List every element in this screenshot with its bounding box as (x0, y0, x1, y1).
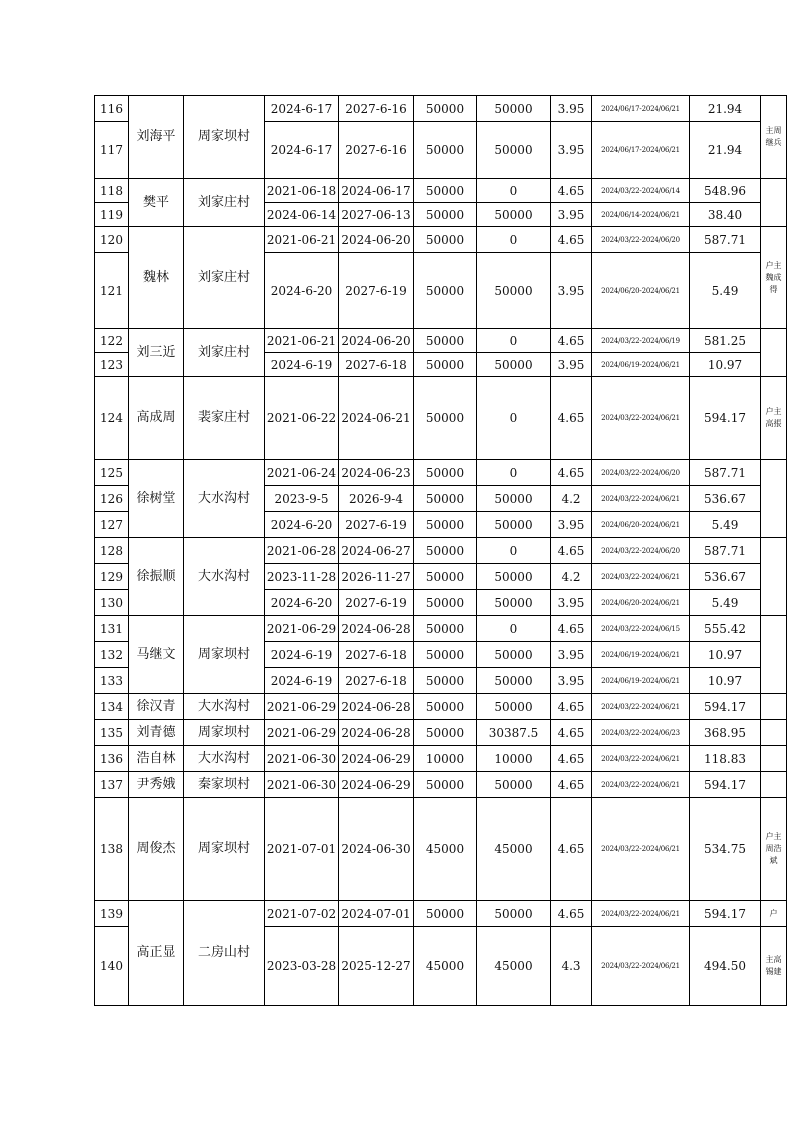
interest-amount-cell: 118.83 (690, 746, 761, 772)
table-row (95, 179, 787, 203)
balance-cell: 50000 (477, 564, 551, 590)
interest-amount-cell: 38.40 (690, 203, 761, 227)
rate-cell: 3.95 (551, 512, 592, 538)
loan-amount-cell: 50000 (414, 460, 477, 486)
loan-amount-cell: 50000 (414, 227, 477, 253)
village-cell: 周家坝村 (184, 96, 265, 179)
village-cell: 大水沟村 (184, 746, 265, 772)
end-date-cell: 2024-06-28 (339, 720, 414, 746)
row-number-cell: 123 (95, 353, 129, 377)
loan-amount-cell: 50000 (414, 538, 477, 564)
interest-amount-cell: 594.17 (690, 694, 761, 720)
end-date-cell: 2024-06-20 (339, 329, 414, 353)
end-date-cell: 2024-06-23 (339, 460, 414, 486)
interest-period-cell: 2024/06/20-2024/06/21 (592, 512, 690, 538)
loan-amount-cell: 50000 (414, 772, 477, 798)
row-number-cell: 117 (95, 122, 129, 179)
balance-cell: 10000 (477, 746, 551, 772)
end-date-cell: 2027-6-19 (339, 590, 414, 616)
interest-period-cell: 2024/03/22-2024/06/21 (592, 772, 690, 798)
row-number-cell: 134 (95, 694, 129, 720)
end-date-cell: 2024-06-27 (339, 538, 414, 564)
loan-amount-cell: 50000 (414, 694, 477, 720)
end-date-cell: 2026-11-27 (339, 564, 414, 590)
interest-amount-cell: 594.17 (690, 772, 761, 798)
rate-cell: 4.2 (551, 486, 592, 512)
interest-period-cell: 2024/03/22-2024/06/20 (592, 460, 690, 486)
remark-cell (761, 538, 787, 616)
start-date-cell: 2023-9-5 (265, 486, 339, 512)
balance-cell: 50000 (477, 353, 551, 377)
interest-amount-cell: 581.25 (690, 329, 761, 353)
loan-amount-cell: 50000 (414, 512, 477, 538)
start-date-cell: 2024-6-19 (265, 642, 339, 668)
start-date-cell: 2024-06-14 (265, 203, 339, 227)
village-cell: 刘家庄村 (184, 179, 265, 227)
table-row (95, 616, 787, 642)
end-date-cell: 2024-06-21 (339, 377, 414, 460)
start-date-cell: 2023-03-28 (265, 927, 339, 1006)
start-date-cell: 2023-11-28 (265, 564, 339, 590)
end-date-cell: 2025-12-27 (339, 927, 414, 1006)
interest-period-cell: 2024/03/22-2024/06/15 (592, 616, 690, 642)
table-row (95, 720, 787, 746)
row-number-cell: 126 (95, 486, 129, 512)
start-date-cell: 2021-06-29 (265, 616, 339, 642)
balance-cell: 0 (477, 538, 551, 564)
remark-cell: 主高锡建 (761, 927, 787, 1006)
balance-cell: 50000 (477, 642, 551, 668)
rate-cell: 4.65 (551, 798, 592, 901)
remark-cell (761, 329, 787, 377)
rate-cell: 4.65 (551, 460, 592, 486)
balance-cell: 50000 (477, 772, 551, 798)
village-cell: 刘家庄村 (184, 329, 265, 377)
row-number-cell: 135 (95, 720, 129, 746)
borrower-name-cell: 徐树堂 (129, 460, 184, 538)
borrower-name-cell: 高正显 (129, 901, 184, 1006)
rate-cell: 3.95 (551, 96, 592, 122)
rate-cell: 4.65 (551, 377, 592, 460)
loan-amount-cell: 50000 (414, 179, 477, 203)
row-number-cell: 118 (95, 179, 129, 203)
remark-cell: 户主魏成得 (761, 227, 787, 329)
remark-cell (761, 460, 787, 538)
remark-cell (761, 746, 787, 772)
remark-cell (761, 772, 787, 798)
rate-cell: 4.3 (551, 927, 592, 1006)
start-date-cell: 2021-06-28 (265, 538, 339, 564)
table-row (95, 227, 787, 253)
start-date-cell: 2021-07-01 (265, 798, 339, 901)
row-number-cell: 137 (95, 772, 129, 798)
borrower-name-cell: 刘海平 (129, 96, 184, 179)
row-number-cell: 119 (95, 203, 129, 227)
row-number-cell: 130 (95, 590, 129, 616)
rate-cell: 4.65 (551, 772, 592, 798)
table-body (95, 96, 787, 1006)
balance-cell: 50000 (477, 512, 551, 538)
end-date-cell: 2024-06-28 (339, 694, 414, 720)
interest-period-cell: 2024/03/22-2024/06/21 (592, 564, 690, 590)
rate-cell: 4.65 (551, 746, 592, 772)
interest-amount-cell: 534.75 (690, 798, 761, 901)
loan-amount-cell: 50000 (414, 720, 477, 746)
interest-period-cell: 2024/06/17-2024/06/21 (592, 96, 690, 122)
row-number-cell: 125 (95, 460, 129, 486)
village-cell: 秦家坝村 (184, 772, 265, 798)
borrower-name-cell: 高成周 (129, 377, 184, 460)
rate-cell: 3.95 (551, 122, 592, 179)
loan-amount-cell: 50000 (414, 616, 477, 642)
table-row (95, 798, 787, 901)
interest-amount-cell: 594.17 (690, 901, 761, 927)
table-row (95, 96, 787, 122)
end-date-cell: 2027-6-18 (339, 353, 414, 377)
balance-cell: 0 (477, 227, 551, 253)
start-date-cell: 2021-06-22 (265, 377, 339, 460)
borrower-name-cell: 刘青德 (129, 720, 184, 746)
loan-amount-cell: 45000 (414, 798, 477, 901)
rate-cell: 3.95 (551, 642, 592, 668)
balance-cell: 50000 (477, 203, 551, 227)
balance-cell: 50000 (477, 694, 551, 720)
table-row (95, 901, 787, 927)
end-date-cell: 2024-06-17 (339, 179, 414, 203)
interest-period-cell: 2024/03/22-2024/06/21 (592, 901, 690, 927)
rate-cell: 3.95 (551, 590, 592, 616)
rate-cell: 4.65 (551, 616, 592, 642)
interest-period-cell: 2024/06/19-2024/06/21 (592, 353, 690, 377)
start-date-cell: 2021-07-02 (265, 901, 339, 927)
rate-cell: 4.65 (551, 179, 592, 203)
remark-cell (761, 694, 787, 720)
interest-amount-cell: 548.96 (690, 179, 761, 203)
row-number-cell: 116 (95, 96, 129, 122)
interest-period-cell: 2024/03/22-2024/06/21 (592, 798, 690, 901)
rate-cell: 3.95 (551, 253, 592, 329)
loan-amount-cell: 50000 (414, 353, 477, 377)
loan-amount-cell: 50000 (414, 590, 477, 616)
remark-cell: 户 (761, 901, 787, 927)
start-date-cell: 2021-06-29 (265, 694, 339, 720)
balance-cell: 50000 (477, 122, 551, 179)
village-cell: 刘家庄村 (184, 227, 265, 329)
end-date-cell: 2024-06-20 (339, 227, 414, 253)
rate-cell: 4.2 (551, 564, 592, 590)
balance-cell: 50000 (477, 486, 551, 512)
start-date-cell: 2021-06-21 (265, 329, 339, 353)
balance-cell: 0 (477, 179, 551, 203)
village-cell: 周家坝村 (184, 798, 265, 901)
start-date-cell: 2021-06-29 (265, 720, 339, 746)
remark-cell (761, 179, 787, 227)
rate-cell: 3.95 (551, 203, 592, 227)
village-cell: 周家坝村 (184, 616, 265, 694)
interest-amount-cell: 536.67 (690, 564, 761, 590)
table-row (95, 460, 787, 486)
row-number-cell: 132 (95, 642, 129, 668)
interest-amount-cell: 21.94 (690, 96, 761, 122)
start-date-cell: 2024-6-17 (265, 96, 339, 122)
borrower-name-cell: 周俊杰 (129, 798, 184, 901)
remark-cell: 户主周浩斌 (761, 798, 787, 901)
end-date-cell: 2027-6-19 (339, 512, 414, 538)
row-number-cell: 133 (95, 668, 129, 694)
start-date-cell: 2024-6-20 (265, 512, 339, 538)
balance-cell: 50000 (477, 901, 551, 927)
interest-period-cell: 2024/06/19-2024/06/21 (592, 668, 690, 694)
interest-amount-cell: 5.49 (690, 512, 761, 538)
loan-amount-cell: 50000 (414, 253, 477, 329)
row-number-cell: 121 (95, 253, 129, 329)
interest-amount-cell: 555.42 (690, 616, 761, 642)
borrower-name-cell: 樊平 (129, 179, 184, 227)
end-date-cell: 2024-06-28 (339, 616, 414, 642)
loan-amount-cell: 50000 (414, 564, 477, 590)
interest-amount-cell: 5.49 (690, 253, 761, 329)
interest-period-cell: 2024/03/22-2024/06/21 (592, 377, 690, 460)
interest-amount-cell: 368.95 (690, 720, 761, 746)
loan-interest-table (94, 95, 787, 1006)
interest-period-cell: 2024/06/19-2024/06/21 (592, 642, 690, 668)
interest-period-cell: 2024/03/22-2024/06/21 (592, 694, 690, 720)
rate-cell: 4.65 (551, 538, 592, 564)
start-date-cell: 2024-6-19 (265, 353, 339, 377)
row-number-cell: 122 (95, 329, 129, 353)
balance-cell: 45000 (477, 927, 551, 1006)
start-date-cell: 2021-06-21 (265, 227, 339, 253)
borrower-name-cell: 浩自林 (129, 746, 184, 772)
end-date-cell: 2027-6-16 (339, 96, 414, 122)
balance-cell: 45000 (477, 798, 551, 901)
row-number-cell: 140 (95, 927, 129, 1006)
loan-amount-cell: 10000 (414, 746, 477, 772)
start-date-cell: 2024-6-20 (265, 253, 339, 329)
village-cell: 大水沟村 (184, 538, 265, 616)
remark-cell: 户主高掁 (761, 377, 787, 460)
start-date-cell: 2021-06-30 (265, 746, 339, 772)
interest-period-cell: 2024/03/22-2024/06/21 (592, 486, 690, 512)
loan-amount-cell: 50000 (414, 668, 477, 694)
borrower-name-cell: 徐振顺 (129, 538, 184, 616)
balance-cell: 50000 (477, 96, 551, 122)
interest-amount-cell: 594.17 (690, 377, 761, 460)
village-cell: 大水沟村 (184, 694, 265, 720)
rate-cell: 4.65 (551, 901, 592, 927)
interest-amount-cell: 21.94 (690, 122, 761, 179)
village-cell: 二房山村 (184, 901, 265, 1006)
balance-cell: 50000 (477, 590, 551, 616)
interest-amount-cell: 10.97 (690, 668, 761, 694)
table-row (95, 329, 787, 353)
row-number-cell: 120 (95, 227, 129, 253)
end-date-cell: 2024-07-01 (339, 901, 414, 927)
interest-period-cell: 2024/06/20-2024/06/21 (592, 253, 690, 329)
interest-amount-cell: 10.97 (690, 353, 761, 377)
interest-amount-cell: 587.71 (690, 227, 761, 253)
balance-cell: 50000 (477, 668, 551, 694)
rate-cell: 3.95 (551, 353, 592, 377)
loan-amount-cell: 50000 (414, 642, 477, 668)
table-row (95, 746, 787, 772)
rate-cell: 4.65 (551, 329, 592, 353)
interest-period-cell: 2024/03/22-2024/06/20 (592, 227, 690, 253)
row-number-cell: 138 (95, 798, 129, 901)
start-date-cell: 2024-6-20 (265, 590, 339, 616)
balance-cell: 0 (477, 329, 551, 353)
remark-cell: 主周继兵 (761, 96, 787, 179)
borrower-name-cell: 徐汉青 (129, 694, 184, 720)
row-number-cell: 139 (95, 901, 129, 927)
interest-amount-cell: 587.71 (690, 460, 761, 486)
borrower-name-cell: 魏林 (129, 227, 184, 329)
interest-period-cell: 2024/03/22-2024/06/19 (592, 329, 690, 353)
end-date-cell: 2024-06-30 (339, 798, 414, 901)
balance-cell: 0 (477, 460, 551, 486)
end-date-cell: 2027-06-13 (339, 203, 414, 227)
interest-amount-cell: 5.49 (690, 590, 761, 616)
start-date-cell: 2021-06-24 (265, 460, 339, 486)
start-date-cell: 2021-06-18 (265, 179, 339, 203)
interest-period-cell: 2024/06/17-2024/06/21 (592, 122, 690, 179)
end-date-cell: 2026-9-4 (339, 486, 414, 512)
rate-cell: 3.95 (551, 668, 592, 694)
borrower-name-cell: 尹秀娥 (129, 772, 184, 798)
balance-cell: 30387.5 (477, 720, 551, 746)
table-row (95, 694, 787, 720)
start-date-cell: 2021-06-30 (265, 772, 339, 798)
loan-amount-cell: 45000 (414, 927, 477, 1006)
row-number-cell: 127 (95, 512, 129, 538)
interest-period-cell: 2024/03/22-2024/06/20 (592, 538, 690, 564)
row-number-cell: 128 (95, 538, 129, 564)
end-date-cell: 2027-6-18 (339, 642, 414, 668)
interest-amount-cell: 494.50 (690, 927, 761, 1006)
interest-period-cell: 2024/03/22-2024/06/21 (592, 746, 690, 772)
table-row (95, 377, 787, 460)
end-date-cell: 2027-6-18 (339, 668, 414, 694)
village-cell: 大水沟村 (184, 460, 265, 538)
balance-cell: 0 (477, 377, 551, 460)
balance-cell: 0 (477, 616, 551, 642)
row-number-cell: 131 (95, 616, 129, 642)
remark-cell (761, 720, 787, 746)
loan-amount-cell: 50000 (414, 901, 477, 927)
loan-amount-cell: 50000 (414, 377, 477, 460)
interest-amount-cell: 536.67 (690, 486, 761, 512)
interest-period-cell: 2024/06/20-2024/06/21 (592, 590, 690, 616)
start-date-cell: 2024-6-17 (265, 122, 339, 179)
interest-amount-cell: 587.71 (690, 538, 761, 564)
borrower-name-cell: 刘三近 (129, 329, 184, 377)
remark-cell (761, 616, 787, 694)
row-number-cell: 124 (95, 377, 129, 460)
loan-amount-cell: 50000 (414, 122, 477, 179)
loan-amount-cell: 50000 (414, 329, 477, 353)
loan-amount-cell: 50000 (414, 96, 477, 122)
village-cell: 裴家庄村 (184, 377, 265, 460)
village-cell: 周家坝村 (184, 720, 265, 746)
end-date-cell: 2027-6-16 (339, 122, 414, 179)
rate-cell: 4.65 (551, 720, 592, 746)
loan-amount-cell: 50000 (414, 203, 477, 227)
end-date-cell: 2024-06-29 (339, 772, 414, 798)
rate-cell: 4.65 (551, 227, 592, 253)
loan-amount-cell: 50000 (414, 486, 477, 512)
interest-period-cell: 2024/03/22-2024/06/21 (592, 927, 690, 1006)
row-number-cell: 136 (95, 746, 129, 772)
rate-cell: 4.65 (551, 694, 592, 720)
interest-amount-cell: 10.97 (690, 642, 761, 668)
end-date-cell: 2027-6-19 (339, 253, 414, 329)
interest-period-cell: 2024/06/14-2024/06/21 (592, 203, 690, 227)
end-date-cell: 2024-06-29 (339, 746, 414, 772)
balance-cell: 50000 (477, 253, 551, 329)
table-row (95, 538, 787, 564)
start-date-cell: 2024-6-19 (265, 668, 339, 694)
row-number-cell: 129 (95, 564, 129, 590)
interest-period-cell: 2024/03/22-2024/06/14 (592, 179, 690, 203)
table-row (95, 772, 787, 798)
borrower-name-cell: 马继文 (129, 616, 184, 694)
interest-period-cell: 2024/03/22-2024/06/23 (592, 720, 690, 746)
